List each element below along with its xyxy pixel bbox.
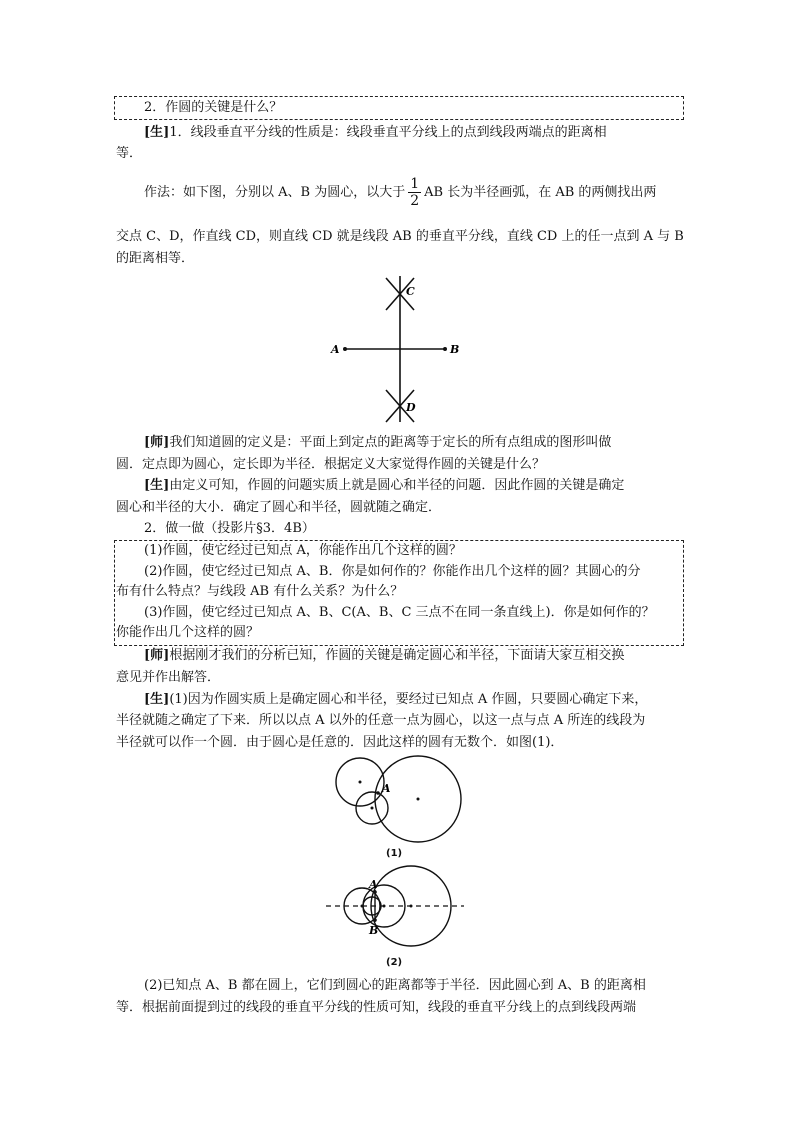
label-b: B (450, 343, 460, 356)
circles-through-ab-figure (320, 862, 470, 952)
exercise-item-1: (1)作圆，使它经过已知点 A，你能作出几个这样的圆？ (144, 543, 462, 558)
exercise-item-2: (2)作圆，使它经过已知点 A、B．你是如何作的？你能作出几个这样的圆？其圆心的分 (144, 564, 641, 579)
question-heading: 2．作圆的关键是什么？ (144, 100, 283, 115)
student-answer-1: [生]1．线段垂直平分线的性质是：线段垂直平分线上的点到线段两端点的距离相 (144, 125, 607, 140)
student-answer-2-cont: 圆心和半径的大小．确定了圆心和半径，圆就随之确定． (116, 500, 442, 515)
teacher-remark-2: [师]根据刚才我们的分析已知，作圆的关键是确定圆心和半径，下面请大家互相交换 (144, 648, 625, 663)
perpendicular-bisector-figure (320, 270, 480, 430)
method-text: 作法：如下图，分别以 A、B 为圆心，以大于 $\frac{1}{2}$ AB 长为半径画弧，在 AB 的两侧找出两 (144, 176, 657, 209)
label-a: A (331, 343, 340, 356)
exercise-item-3: (3)作圆，使它经过已知点 A、B、C(A、B、C 三点不在同一条直线上)．你是如何作的？ (144, 605, 655, 620)
method-text-3: 的距离相等． (116, 251, 195, 266)
circles-through-a-figure (330, 755, 480, 845)
student-tag: [生] (144, 125, 170, 140)
student-answer-3-cont2: 半径就可以作一个圆．由于圆心是任意的．因此这样的圆有无数个．如图(1)． (116, 735, 564, 750)
figure-caption-1: (1) (386, 848, 403, 859)
exercise-item-2-cont: 布有什么特点？与线段 AB 有什么关系？为什么？ (116, 584, 404, 599)
paragraph-2: (2)已知点 A、B 都在圆上，它们到圆心的距离都等于半径．因此圆心到 A、B 的距离相 (144, 978, 646, 993)
student-answer-3: [生](1)因为作圆实质上是确定圆心和半径，要经过已知点 A 作圆，只要圆心确定下来， (144, 692, 648, 707)
teacher-remark-1: [师]我们知道圆的定义是：平面上到定点的距离等于定长的所有点组成的图形叫做 (144, 435, 612, 450)
figure-caption-2: (2) (386, 957, 403, 968)
fraction: $\frac{1}{2}$ (410, 176, 420, 209)
label-b: B (369, 924, 379, 937)
try-heading: 2．做一做（投影片§3．4B） (144, 521, 315, 536)
teacher-remark-1-cont: 圆．定点即为圆心，定长即为半径．根据定义大家觉得作圆的关键是什么？ (116, 457, 546, 472)
label-c: C (406, 285, 415, 298)
paragraph-2-cont: 等．根据前面提到过的线段的垂直平分线的性质可知，线段的垂直平分线上的点到线段两端 (116, 1000, 637, 1015)
exercise-item-3-cont: 你能作出几个这样的圆？ (116, 625, 260, 640)
teacher-remark-2-cont: 意见并作出解答． (116, 670, 221, 685)
method-text-2: 交点 C、D，作直线 CD，则直线 CD 就是线段 AB 的垂直平分线，直线 CD 上的任一点到 A 与 B (116, 229, 684, 244)
label-a: A (369, 878, 378, 891)
student-answer-2: [生]由定义可知，作圆的问题实质上就是圆心和半径的问题．因此作圆的关键是确定 (144, 478, 625, 493)
student-answer-3-cont: 半径就随之确定了下来．所以以点 A 以外的任意一点为圆心，以这一点与点 A 所连的线段为 (116, 713, 646, 728)
label-a: A (382, 782, 391, 795)
student-answer-1-cont: 等． (116, 146, 143, 161)
label-d: D (406, 401, 416, 414)
